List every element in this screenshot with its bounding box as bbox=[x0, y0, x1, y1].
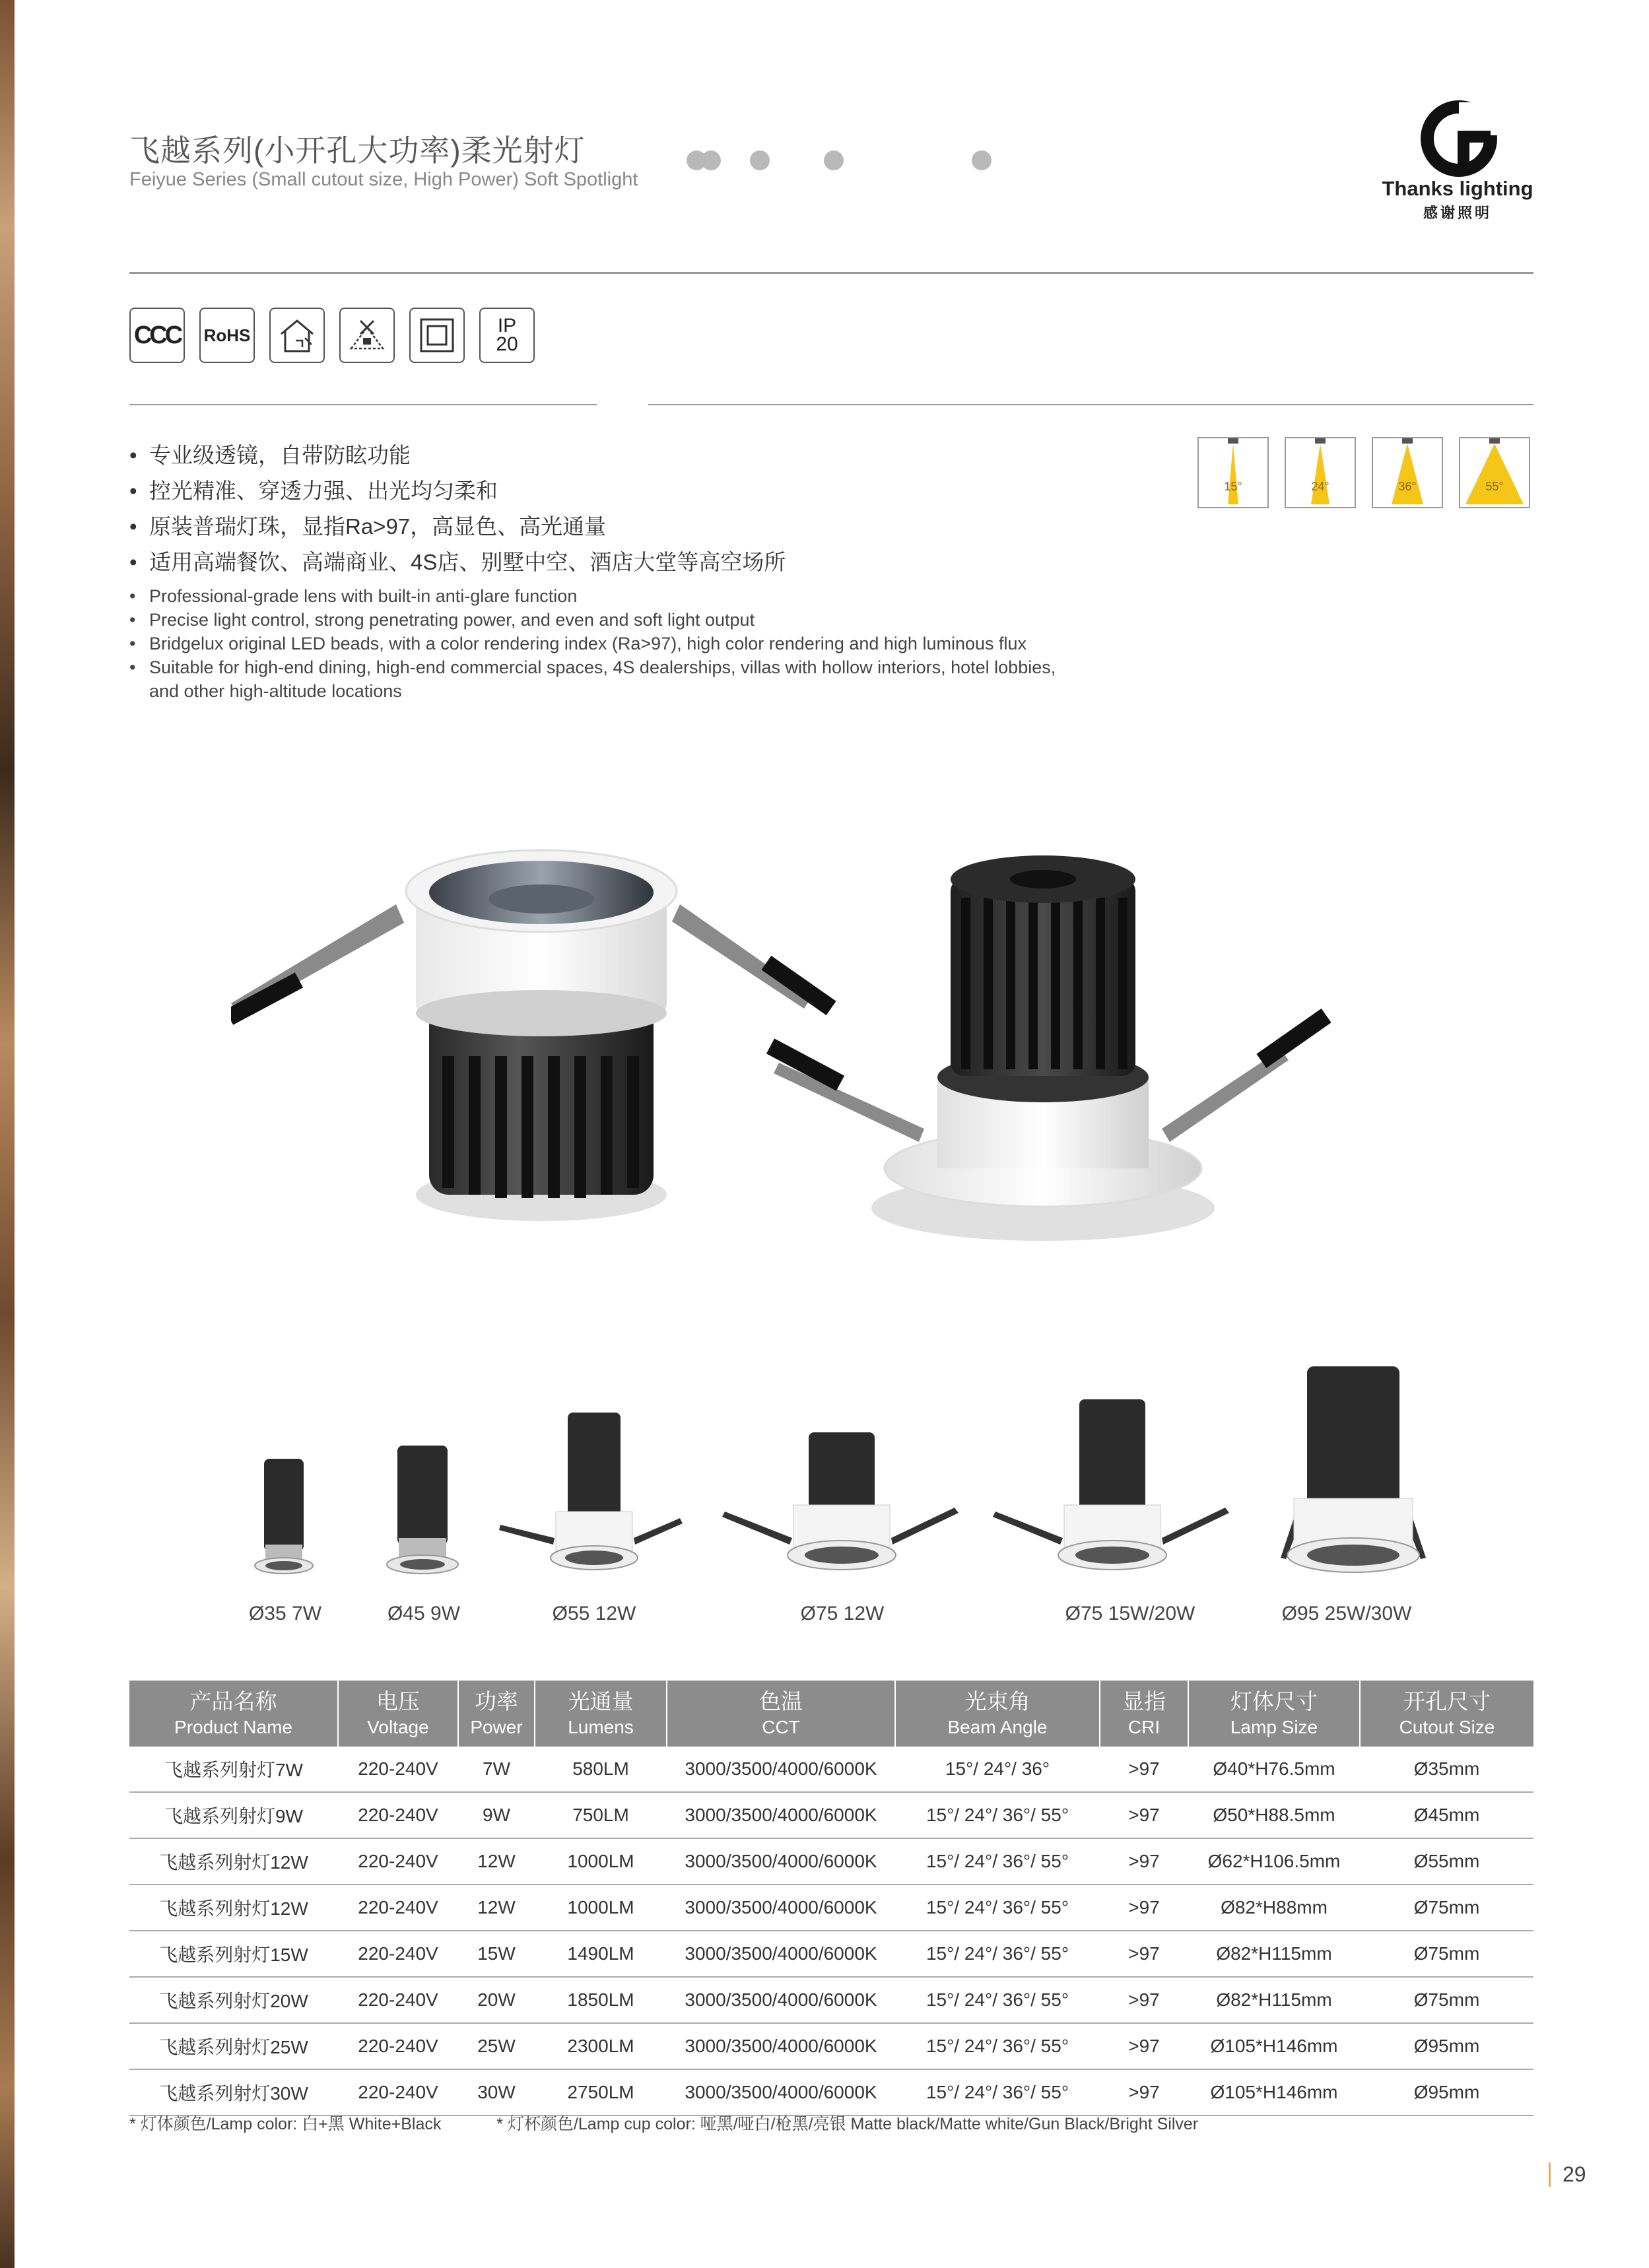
table-cell: 飞越系列射灯25W bbox=[129, 2023, 338, 2069]
product-55-12w-image bbox=[495, 1406, 693, 1578]
column-header: 显指 CRI bbox=[1100, 1681, 1188, 1747]
table-cell: 1850LM bbox=[535, 1977, 667, 2023]
table-cell: >97 bbox=[1100, 1884, 1188, 1931]
beam-angle-55-icon: 55° bbox=[1459, 437, 1530, 508]
table-cell: Ø105*H146mm bbox=[1188, 2069, 1360, 2116]
product-75-15w-20w-image bbox=[990, 1393, 1234, 1578]
table-cell: 1490LM bbox=[535, 1931, 667, 1977]
table-cell: 15°/ 24°/ 36°/ 55° bbox=[895, 2023, 1100, 2069]
section-divider-right bbox=[648, 404, 1533, 405]
table-cell: 飞越系列射灯9W bbox=[129, 1792, 338, 1838]
feature-cn-item: • 控光精准、穿透力强、出光均匀柔和 bbox=[129, 479, 498, 503]
table-cell: >97 bbox=[1100, 1792, 1188, 1838]
table-cell: 20W bbox=[458, 1977, 535, 2023]
column-header: 开孔尺寸 Cutout Size bbox=[1360, 1681, 1533, 1747]
indoor-use-icon bbox=[269, 308, 325, 363]
table-cell: Ø45mm bbox=[1360, 1792, 1533, 1838]
table-cell: >97 bbox=[1100, 2023, 1188, 2069]
product-35-7w-image bbox=[251, 1452, 317, 1578]
table-cell: 飞越系列射灯20W bbox=[129, 1977, 338, 2023]
table-cell: 1000LM bbox=[535, 1884, 667, 1931]
table-cell: 12W bbox=[458, 1884, 535, 1931]
beam-angle-24-icon: 24° bbox=[1285, 437, 1356, 508]
feature-en-item: and other high-altitude locations bbox=[149, 681, 402, 701]
column-header: 产品名称 Product Name bbox=[129, 1681, 338, 1747]
spotlight-back-view-image bbox=[766, 838, 1360, 1261]
table-cell: 3000/3500/4000/6000K bbox=[667, 1838, 895, 1884]
product-size-label: Ø75 12W bbox=[800, 1603, 885, 1624]
table-row bbox=[129, 1747, 1533, 1792]
table-cell: >97 bbox=[1100, 1838, 1188, 1884]
table-cell: 3000/3500/4000/6000K bbox=[667, 2069, 895, 2116]
spec-table bbox=[129, 1681, 1533, 2116]
table-cell: >97 bbox=[1100, 1931, 1188, 1977]
table-row bbox=[129, 2023, 1533, 2069]
table-cell: 220-240V bbox=[338, 1792, 458, 1838]
table-cell: Ø82*H115mm bbox=[1188, 1931, 1360, 1977]
no-insulation-cover-icon bbox=[339, 308, 395, 363]
table-cell: 25W bbox=[458, 2023, 535, 2069]
table-cell: 9W bbox=[458, 1792, 535, 1838]
table-cell: 2750LM bbox=[535, 2069, 667, 2116]
feature-en-item: • Suitable for high-end dining, high-end commercial spaces, 4S dealerships, villas with hollow interiors, hotel lobbies, bbox=[129, 657, 1056, 677]
table-cell: 220-240V bbox=[338, 1884, 458, 1931]
table-row bbox=[129, 1977, 1533, 2023]
spotlight-front-view-image bbox=[231, 838, 858, 1261]
feature-cn-item: • 原装普瑞灯珠，显指Ra>97，高显色、高光通量 bbox=[129, 514, 607, 539]
header-dot bbox=[750, 150, 770, 170]
product-size-label: Ø75 15W/20W bbox=[1065, 1603, 1195, 1624]
product-size-label: Ø95 25W/30W bbox=[1281, 1603, 1412, 1624]
table-cell: 飞越系列射灯15W bbox=[129, 1931, 338, 1977]
page-edge-decoration bbox=[0, 0, 15, 2268]
table-cell: 220-240V bbox=[338, 1747, 458, 1792]
table-cell: 3000/3500/4000/6000K bbox=[667, 2023, 895, 2069]
table-cell: 30W bbox=[458, 2069, 535, 2116]
table-header-row bbox=[129, 1681, 1533, 1747]
header-dot bbox=[972, 150, 992, 170]
table-cell: Ø105*H146mm bbox=[1188, 2023, 1360, 2069]
table-cell: >97 bbox=[1100, 2069, 1188, 2116]
table-row bbox=[129, 1931, 1533, 1977]
column-header: 光束角 Beam Angle bbox=[895, 1681, 1100, 1747]
table-cell: 飞越系列射灯7W bbox=[129, 1747, 338, 1792]
header-dot bbox=[701, 150, 721, 170]
feature-en-item: • Precise light control, strong penetrating power, and even and soft light output bbox=[129, 610, 755, 630]
table-cell: Ø75mm bbox=[1360, 1977, 1533, 2023]
table-cell: 12W bbox=[458, 1838, 535, 1884]
feature-cn-item: • 适用高端餐饮、高端商业、4S店、别墅中空、酒店大堂等高空场所 bbox=[129, 550, 786, 574]
product-size-label: Ø55 12W bbox=[552, 1603, 636, 1624]
column-header: 电压 Voltage bbox=[338, 1681, 458, 1747]
table-cell: Ø35mm bbox=[1360, 1747, 1533, 1792]
product-size-label: Ø35 7W bbox=[248, 1603, 322, 1624]
ccc-cert-icon: CCC bbox=[129, 308, 185, 363]
table-cell: 15°/ 24°/ 36°/ 55° bbox=[895, 1977, 1100, 2023]
table-cell: 3000/3500/4000/6000K bbox=[667, 1792, 895, 1838]
class-ii-double-insulation-icon bbox=[409, 308, 465, 363]
column-header: 功率 Power bbox=[458, 1681, 535, 1747]
table-cell: Ø40*H76.5mm bbox=[1188, 1747, 1360, 1792]
table-cell: 15°/ 24°/ 36°/ 55° bbox=[895, 2069, 1100, 2116]
table-cell: 15°/ 24°/ 36° bbox=[895, 1747, 1100, 1792]
table-cell: Ø75mm bbox=[1360, 1884, 1533, 1931]
feature-en-item: • Professional-grade lens with built-in anti-glare function bbox=[129, 586, 578, 606]
column-header: 光通量 Lumens bbox=[535, 1681, 667, 1747]
footnote-colors bbox=[129, 2111, 1198, 2135]
table-cell: 15W bbox=[458, 1931, 535, 1977]
table-row bbox=[129, 1838, 1533, 1884]
section-divider-left bbox=[129, 404, 597, 405]
table-cell: 飞越系列射灯12W bbox=[129, 1884, 338, 1931]
table-cell: >97 bbox=[1100, 1747, 1188, 1792]
page-number: 29 bbox=[1549, 2162, 1586, 2187]
rohs-cert-icon: RoHS bbox=[199, 308, 255, 363]
table-cell: Ø55mm bbox=[1360, 1838, 1533, 1884]
column-header: 灯体尺寸 Lamp Size bbox=[1188, 1681, 1360, 1747]
feature-cn-item: • 专业级透镜，自带防眩功能 bbox=[129, 443, 411, 467]
table-cell: 3000/3500/4000/6000K bbox=[667, 1931, 895, 1977]
table-row bbox=[129, 1884, 1533, 1931]
table-cell: 220-240V bbox=[338, 1977, 458, 2023]
product-45-9w-image bbox=[383, 1439, 462, 1578]
table-cell: 3000/3500/4000/6000K bbox=[667, 1747, 895, 1792]
table-cell: 15°/ 24°/ 36°/ 55° bbox=[895, 1838, 1100, 1884]
product-95-25w-30w-image bbox=[1267, 1360, 1439, 1578]
table-cell: 2300LM bbox=[535, 2023, 667, 2069]
table-cell: Ø82*H88mm bbox=[1188, 1884, 1360, 1931]
header-divider bbox=[129, 272, 1533, 274]
table-cell: 飞越系列射灯12W bbox=[129, 1838, 338, 1884]
feature-en-item: • Bridgelux original LED beads, with a color rendering index (Ra>97), high color rendering and high luminous flux bbox=[129, 634, 1027, 653]
thanks-lighting-logo-icon bbox=[1419, 99, 1498, 178]
logo-text-en: Thanks lighting bbox=[1382, 177, 1533, 200]
table-cell: 15°/ 24°/ 36°/ 55° bbox=[895, 1931, 1100, 1977]
table-cell: 220-240V bbox=[338, 2023, 458, 2069]
table-cell: Ø82*H115mm bbox=[1188, 1977, 1360, 2023]
footnote-cup-color: * 灯杯颜色/Lamp cup color: 哑黑/哑白/枪黑/亮银 Matte black/Matte white/Gun Black/Bright Silver bbox=[496, 2115, 1199, 2133]
page-title-cn: 飞越系列(小开孔大功率)柔光射灯 bbox=[129, 133, 586, 168]
table-cell: 15°/ 24°/ 36°/ 55° bbox=[895, 1792, 1100, 1838]
table-cell: Ø62*H106.5mm bbox=[1188, 1838, 1360, 1884]
table-cell: >97 bbox=[1100, 1977, 1188, 2023]
logo-text-cn: 感谢照明 bbox=[1423, 205, 1492, 221]
table-cell: 220-240V bbox=[338, 2069, 458, 2116]
table-cell: Ø95mm bbox=[1360, 2069, 1533, 2116]
table-cell: 飞越系列射灯30W bbox=[129, 2069, 338, 2116]
column-header: 色温 CCT bbox=[667, 1681, 895, 1747]
table-cell: 3000/3500/4000/6000K bbox=[667, 1977, 895, 2023]
beam-angle-15-icon: 15° bbox=[1197, 437, 1269, 508]
page-title-en: Feiyue Series (Small cutout size, High Power) Soft Spotlight bbox=[129, 169, 638, 190]
header-dot bbox=[824, 150, 844, 170]
product-size-label: Ø45 9W bbox=[387, 1603, 461, 1624]
table-cell: 15°/ 24°/ 36°/ 55° bbox=[895, 1884, 1100, 1931]
table-cell: 7W bbox=[458, 1747, 535, 1792]
product-75-12w-image bbox=[720, 1426, 964, 1578]
table-cell: 750LM bbox=[535, 1792, 667, 1838]
table-cell: 220-240V bbox=[338, 1838, 458, 1884]
beam-angle-36-icon: 36° bbox=[1372, 437, 1443, 508]
footnote-lamp-color: * 灯体颜色/Lamp color: 白+黑 White+Black bbox=[129, 2115, 442, 2133]
table-cell: Ø50*H88.5mm bbox=[1188, 1792, 1360, 1838]
table-cell: Ø95mm bbox=[1360, 2023, 1533, 2069]
table-cell: 3000/3500/4000/6000K bbox=[667, 1884, 895, 1931]
table-cell: 1000LM bbox=[535, 1838, 667, 1884]
table-cell: Ø75mm bbox=[1360, 1931, 1533, 1977]
table-row bbox=[129, 1792, 1533, 1838]
table-row bbox=[129, 2069, 1533, 2116]
table-cell: 580LM bbox=[535, 1747, 667, 1792]
ip20-rating-icon: IP 20 bbox=[479, 308, 535, 363]
table-cell: 220-240V bbox=[338, 1931, 458, 1977]
